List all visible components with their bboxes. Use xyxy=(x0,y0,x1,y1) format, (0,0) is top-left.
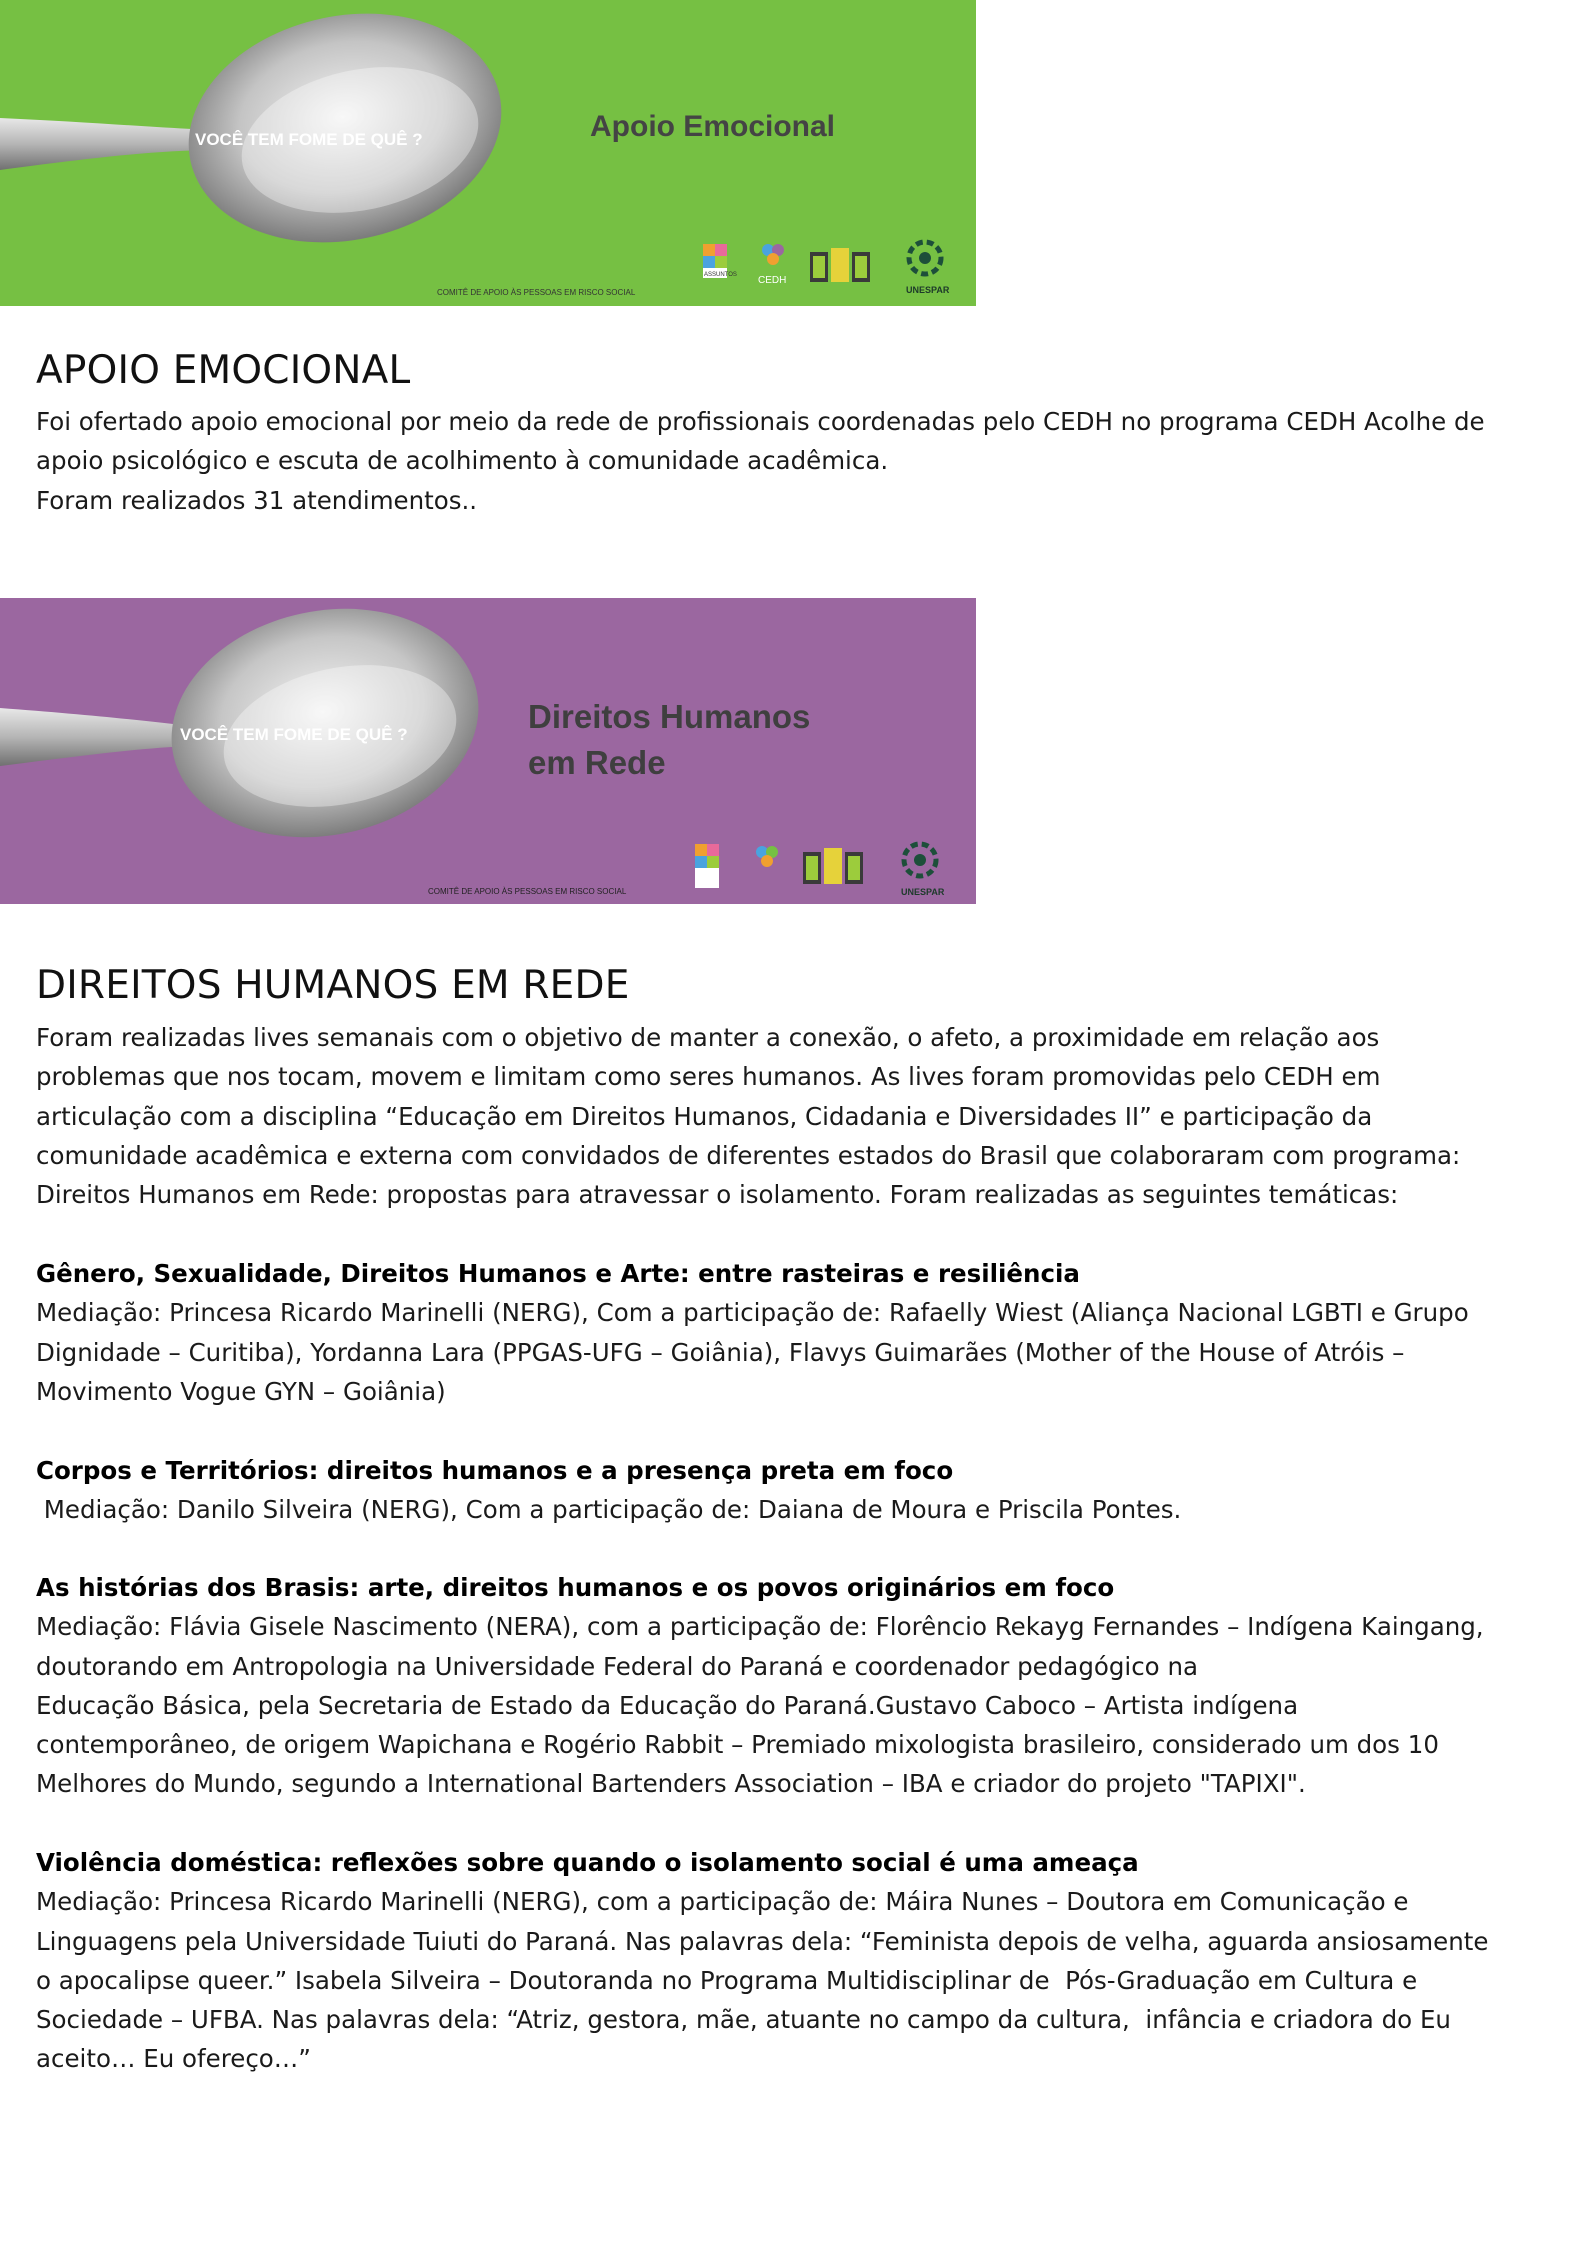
logo-unespar xyxy=(901,844,945,897)
logo-books xyxy=(803,848,863,884)
logo-unespar xyxy=(906,242,950,295)
spoon-handle xyxy=(0,118,215,170)
logo-books xyxy=(810,248,870,282)
logo-assuntos-label: ASSUNTOS xyxy=(704,272,737,278)
section-intro-direitos-humanos xyxy=(36,1018,1536,1214)
logo-unespar-label: UNESPAR xyxy=(901,887,945,897)
topic-violencia-domestica xyxy=(36,1843,1536,2079)
topic-genero-sexualidade xyxy=(36,1254,1536,1411)
topic-heading: Corpos e Territórios: direitos humanos e a presença preta em foco xyxy=(36,1456,954,1485)
banner-title-line1: Direitos Humanos xyxy=(528,698,811,735)
section-title-apoio-emocional: APOIO EMOCIONAL xyxy=(36,348,411,393)
banner-footer: COMITÊ DE APOIO ÀS PESSOAS EM RISCO SOCIAL xyxy=(428,887,627,896)
banner-footer: COMITÊ DE APOIO ÀS PESSOAS EM RISCO SOCIAL xyxy=(437,288,636,297)
logo-cedh xyxy=(758,244,786,286)
logo-cedh-label: CEDH xyxy=(758,275,787,286)
section-title-direitos-humanos: DIREITOS HUMANOS EM REDE xyxy=(36,963,630,1008)
body-line: Direitos Humanos em Rede: propostas para atravessar o isolamento. Foram realizadas as seguintes temáticas: xyxy=(36,1180,1399,1210)
banner-title-line2: em Rede xyxy=(528,744,666,781)
logo-assuntos xyxy=(703,244,737,278)
body-line: Foram realizados 31 atendimentos.. xyxy=(36,485,478,515)
body-line: problemas que nos tocam, movem e limitam como seres humanos. As lives foram promovidas pelo CEDH em xyxy=(36,1062,1381,1092)
topic-line: Dignidade – Curitiba), Yordanna Lara (PPGAS-UFG – Goiânia), Flavys Guimarães (Mother of the House of Atróis – xyxy=(36,1337,1405,1367)
topic-heading: Gênero, Sexualidade, Direitos Humanos e Arte: entre rasteiras e resiliência xyxy=(36,1259,1080,1288)
banner-title: Apoio Emocional xyxy=(590,110,836,143)
topic-line: Mediação: Princesa Ricardo Marinelli (NERG), Com a participação de: Rafaelly Wiest (Aliança Nacional LGBTI e Grupo xyxy=(36,1298,1469,1328)
topic-heading: Violência doméstica: reflexões sobre quando o isolamento social é uma ameaça xyxy=(36,1848,1139,1877)
topic-line: Mediação: Flávia Gisele Nascimento (NERA), com a participação de: Florêncio Rekayg Fernandes – Indígena Kaingang, xyxy=(36,1612,1484,1642)
spoon-banner-graphic xyxy=(0,598,976,904)
body-line: Foi ofertado apoio emocional por meio da rede de profissionais coordenadas pelo CEDH no programa CEDH Acolhe de xyxy=(36,407,1485,436)
body-line: articulação com a disciplina “Educação em Direitos Humanos, Cidadania e Diversidades II” e participação da xyxy=(36,1101,1373,1131)
spoon-handle xyxy=(0,708,190,766)
banner-slogan: VOCÊ TEM FOME DE QUÊ ? xyxy=(180,725,408,744)
banner-direitos-humanos xyxy=(0,598,976,904)
topic-line: doutorando em Antropologia na Universidade Federal do Paraná e coordenador pedagógico na xyxy=(36,1651,1199,1681)
topic-line: Mediação: Danilo Silveira (NERG), Com a participação de: Daiana de Moura e Priscila Pontes. xyxy=(36,1495,1182,1525)
logo-unespar-label: UNESPAR xyxy=(906,285,950,295)
topic-heading: As histórias dos Brasis: arte, direitos humanos e os povos originários em foco xyxy=(36,1573,1115,1602)
topic-line: Melhores do Mundo, segundo a International Bartenders Association – IBA e criador do projeto "TAPIXI". xyxy=(36,1769,1306,1799)
topic-corpos-territorios xyxy=(36,1451,1536,1530)
topic-line: contemporâneo, de origem Wapichana e Rogério Rabbit – Premiado mixologista brasileiro, considerado um dos 10 xyxy=(36,1730,1439,1760)
topic-line: Educação Básica, pela Secretaria de Estado da Educação do Paraná.Gustavo Caboco – Artista indígena xyxy=(36,1690,1299,1720)
topic-line: Sociedade – UFBA. Nas palavras dela: “Atriz, gestora, mãe, atuante no campo da cultura, infância e criadora do Eu xyxy=(36,2005,1451,2035)
topic-line: Linguagens pela Universidade Tuiuti do Paraná. Nas palavras dela: “Feminista depois de velha, aguarda ansiosamente xyxy=(36,1926,1489,1956)
topic-line: aceito… Eu ofereço…” xyxy=(36,2044,311,2074)
topic-line: o apocalipse queer.” Isabela Silveira – Doutoranda no Programa Multidisciplinar de Pós-Graduação em Cultura e xyxy=(36,1965,1418,1995)
spoon-banner-graphic xyxy=(0,0,976,306)
topic-line: Mediação: Princesa Ricardo Marinelli (NERG), com a participação de: Máira Nunes – Doutora em Comunicação e xyxy=(36,1887,1409,1917)
body-line: apoio psicológico e escuta de acolhimento à comunidade acadêmica. xyxy=(36,446,889,476)
logo-cedh xyxy=(756,846,778,867)
topic-line: Movimento Vogue GYN – Goiânia) xyxy=(36,1376,446,1406)
banner-slogan: VOCÊ TEM FOME DE QUÊ ? xyxy=(195,130,423,149)
section-body-apoio-emocional xyxy=(36,402,1536,520)
body-line: Foram realizadas lives semanais com o objetivo de manter a conexão, o afeto, a proximidade em relação aos xyxy=(36,1023,1380,1052)
topic-historias-brasis xyxy=(36,1568,1536,1804)
body-line: comunidade acadêmica e externa com convidados de diferentes estados do Brasil que colaboraram com programa: xyxy=(36,1140,1461,1170)
banner-apoio-emocional xyxy=(0,0,976,306)
logo-assuntos xyxy=(695,844,719,888)
